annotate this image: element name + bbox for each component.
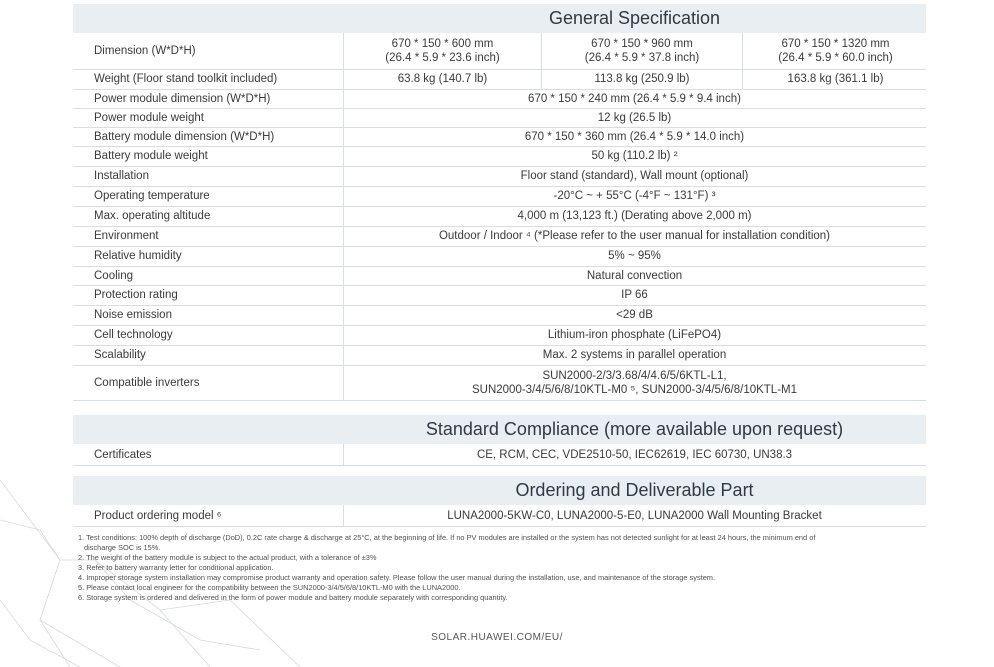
row-value: Max. 2 systems in parallel operation bbox=[542, 349, 727, 361]
row-label: Cooling bbox=[94, 269, 133, 282]
weight-cell bbox=[742, 69, 928, 89]
general-specification-header bbox=[73, 4, 926, 33]
row-value: 5% ~ 95% bbox=[608, 250, 661, 262]
spec-row bbox=[73, 226, 926, 247]
row-value: IP 66 bbox=[621, 289, 648, 301]
footnote: 2. The weight of the battery module is subject to the actual product, with a tolerance of ±3% bbox=[78, 553, 377, 562]
spec-row-ordering bbox=[73, 505, 926, 527]
row-value bbox=[343, 369, 926, 397]
dimension-cell bbox=[742, 33, 928, 69]
section-title: Standard Compliance (more available upon request) bbox=[425, 419, 844, 439]
spec-row bbox=[73, 127, 926, 147]
row-value: 670 * 150 * 360 mm (26.4 * 5.9 * 14.0 inch) bbox=[524, 130, 745, 143]
row-value: 4,000 m (13,123 ft.) (Derating above 2,000 m) bbox=[517, 210, 752, 222]
inverters-line-1: SUN2000-2/3/3.68/4/4.6/5/6KTL-L1, bbox=[542, 369, 727, 382]
footnote: 6. Storage system is ordered and delivered in the form of power module and battery module separately with corresponding quantity. bbox=[78, 593, 508, 602]
value-mm: 670 * 150 * 960 mm bbox=[591, 38, 693, 50]
value-mm: 670 * 150 * 600 mm bbox=[391, 38, 494, 50]
row-label: Dimension (W*D*H) bbox=[94, 45, 196, 57]
row-value: 50 kg (110.2 lb) ² bbox=[591, 150, 678, 162]
row-value: Lithium-iron phosphate (LiFePO4) bbox=[547, 329, 722, 341]
spec-row bbox=[73, 285, 926, 306]
spec-row bbox=[73, 108, 926, 128]
weight-cell bbox=[541, 69, 742, 89]
value-inch: (26.4 * 5.9 * 23.6 inch) bbox=[385, 52, 500, 64]
footnote: 4. Improper storage system installation may compromise product warranty and operation safety. Please follow the user manual during the installation, use, and maintenance of the storage system. bbox=[78, 573, 716, 582]
row-label: Scalability bbox=[94, 349, 146, 361]
row-value: 670 * 150 * 240 mm (26.4 * 5.9 * 9.4 inch) bbox=[528, 92, 741, 105]
weight-cell bbox=[343, 69, 541, 89]
section-title: General Specification bbox=[548, 8, 721, 28]
row-label: Protection rating bbox=[94, 289, 178, 301]
spec-row bbox=[73, 345, 926, 366]
standard-compliance-header bbox=[73, 415, 926, 444]
spec-row bbox=[73, 266, 926, 286]
row-value: -20°C ~ + 55°C (-4°F ~ 131°F) ³ bbox=[553, 190, 716, 202]
row-value: Floor stand (standard), Wall mount (optional) bbox=[520, 170, 749, 182]
row-label: Product ordering model ⁶ bbox=[94, 509, 222, 522]
spec-row bbox=[73, 246, 926, 267]
footnote: discharge SOC is 15%. bbox=[84, 543, 161, 552]
spec-row bbox=[73, 146, 926, 167]
spec-row bbox=[73, 89, 926, 109]
spec-row bbox=[73, 206, 926, 227]
row-label: Cell technology bbox=[94, 329, 173, 341]
row-value: Outdoor / Indoor ⁴ (*Please refer to the user manual for installation condition) bbox=[438, 230, 831, 242]
value-inch: (26.4 * 5.9 * 37.8 inch) bbox=[584, 52, 700, 64]
row-label: Environment bbox=[94, 230, 159, 242]
row-label: Battery module dimension (W*D*H) bbox=[94, 130, 275, 143]
spec-row bbox=[73, 305, 926, 326]
row-label: Weight (Floor stand toolkit included) bbox=[94, 73, 278, 85]
footnote: 1. Test conditions: 100% depth of discharge (DoD), 0.2C rate charge & discharge at 25°C, at the beginning of life. If no PV modules are installed or the system has not detected sunlight for at least 24 hours, the minimum end of bbox=[78, 533, 816, 542]
spec-row-inverters bbox=[73, 365, 926, 401]
value-mm: 670 * 150 * 1320 mm bbox=[781, 38, 890, 50]
inverters-line-2: SUN2000-3/4/5/6/8/10KTL-M0 ⁵, SUN2000-3/4/5/6/8/10KTL-M1 bbox=[471, 383, 798, 396]
spec-row bbox=[73, 186, 926, 207]
section-title: Ordering and Deliverable Part bbox=[515, 480, 754, 500]
value: 163.8 kg (361.1 lb) bbox=[787, 73, 884, 85]
value-inch: (26.4 * 5.9 * 60.0 inch) bbox=[778, 52, 893, 64]
footnote: 5. Please contact local engineer for the compatibility between the SUN2000-3/4/5/6/8/10KTL-M0 with the LUNA2000. bbox=[78, 583, 461, 592]
value: 63.8 kg (140.7 lb) bbox=[397, 73, 488, 85]
row-label: Operating temperature bbox=[94, 190, 210, 202]
spec-row-dimension bbox=[73, 33, 926, 70]
row-label: Compatible inverters bbox=[94, 376, 200, 389]
row-value: <29 dB bbox=[616, 309, 653, 321]
spec-row bbox=[73, 166, 926, 187]
dimension-cell bbox=[343, 33, 541, 69]
row-label: Installation bbox=[94, 170, 149, 182]
spec-row-weight bbox=[73, 69, 926, 90]
row-label: Certificates bbox=[94, 448, 152, 461]
row-label: Noise emission bbox=[94, 309, 172, 321]
spec-row-certificates bbox=[73, 444, 926, 466]
ordering-header bbox=[73, 476, 926, 505]
row-label: Relative humidity bbox=[94, 250, 182, 262]
footer-url[interactable]: SOLAR.HUAWEI.COM/EU/ bbox=[431, 632, 563, 643]
row-label: Max. operating altitude bbox=[94, 210, 211, 222]
row-value: CE, RCM, CEC, VDE2510-50, IEC62619, IEC 60730, UN38.3 bbox=[476, 448, 793, 461]
value: 113.8 kg (250.9 lb) bbox=[594, 73, 690, 85]
row-value: LUNA2000-5KW-C0, LUNA2000-5-E0, LUNA2000 Wall Mounting Bracket bbox=[447, 509, 822, 522]
row-label: Battery module weight bbox=[94, 150, 208, 162]
footnote: 3. Refer to battery warranty letter for conditional application. bbox=[78, 563, 274, 572]
dimension-cell bbox=[541, 33, 742, 69]
footnotes bbox=[78, 533, 928, 603]
row-value: Natural convection bbox=[586, 269, 683, 282]
spec-row bbox=[73, 325, 926, 346]
row-label: Power module weight bbox=[94, 111, 204, 124]
row-label: Power module dimension (W*D*H) bbox=[94, 92, 271, 105]
row-value: 12 kg (26.5 lb) bbox=[597, 111, 672, 124]
